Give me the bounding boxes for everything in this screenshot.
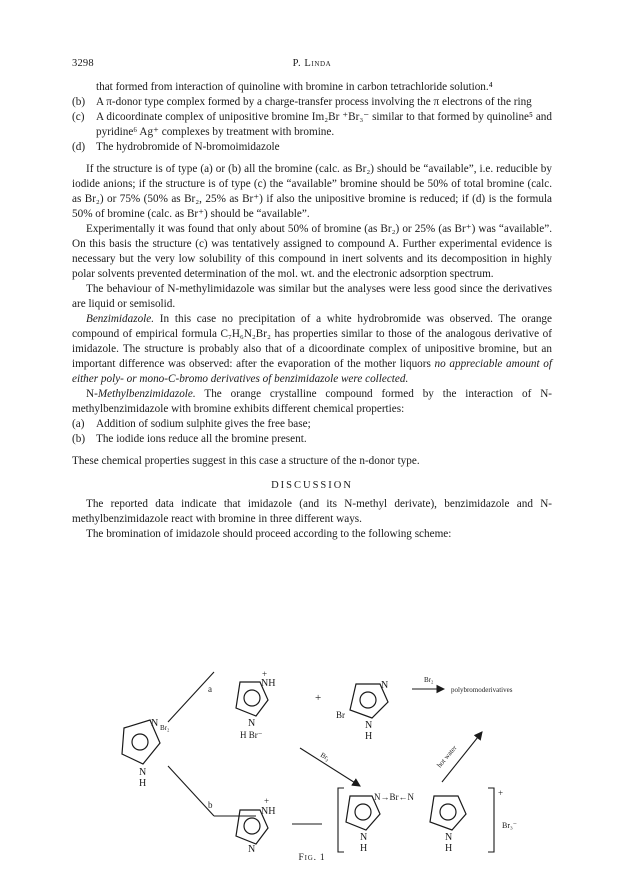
list-item-d: (d) The hydrobromide of N-bromoimidazole [72, 141, 280, 153]
paragraph: The reported data indicate that imidazole (and its N-methyl derivate), benzimidazole and N-methylbenzimidazole react with bromine in three different ways. [72, 498, 552, 525]
reagent-label: Br₂ [160, 724, 170, 732]
reaction-scheme-figure [110, 668, 530, 854]
list-item-b: (b) A π-donor type complex formed by a charge-transfer process involving the π electrons of the ring [72, 96, 532, 108]
running-head: P. Linda [292, 58, 332, 69]
atom-label: N [445, 832, 453, 843]
reaction-arrow [300, 748, 360, 786]
page-header [72, 58, 552, 74]
atom-label: N [360, 832, 368, 843]
body-text [72, 80, 552, 542]
atom-label: N [248, 844, 256, 854]
counter-ion-label: H Br⁻ [240, 730, 263, 740]
route-label: a [208, 684, 212, 694]
paragraph-methylbenzimidazole: N-Methylbenzimidazole. The orange crystalline compound formed by the interaction of N-methylbenzimidazole with bromine exhibits different chemical properties: [72, 388, 552, 415]
atom-label: N [365, 720, 373, 731]
list-item-a: (a) Addition of sodium sulphite gives the free base; [72, 418, 311, 430]
atom-label: NH [261, 806, 276, 817]
paragraph: Experimentally it was found that only about 50% of bromine (as Br₂) or 25% (as Br⁺) was “available”. On this basis the structure (c) was tentatively assigned to compound A. Further experimental evidence is necessary but the very low solubility of this compound in inert solvents and its decomposition in highly polar solvents prevented determination of the mol. wt. and the electronic adsorption spectrum. [72, 223, 552, 280]
structure-list-bottom [72, 417, 552, 447]
paragraph-benzimidazole: Benzimidazole. In this case no precipitation of a white hydrobromide was observed. The orange compound of empirical formula C₇H₆N₂Br₂ has properties similar to those of the analogous derivative of imidazole. The structure is probably also that of a dicoordinate complex of unipositive bromine, but an important difference was observed: after the evaporation of the mother liquors no appreciable amount of either poly- or mono-C-bromo derivatives of benzimidazole were collected. [72, 313, 552, 385]
reagent-label: hot water [435, 744, 459, 770]
atom-label: H [365, 731, 373, 742]
structure-list-top [72, 80, 552, 155]
atom-label: H [360, 843, 368, 854]
counter-ion-label: Br₃⁻ [502, 821, 518, 830]
figure-caption: Fig. 1 [298, 853, 326, 863]
list-item-c: (c) A dicoordinate complex of unipositive bromine Im₂Br ⁺Br₃⁻ similar to that formed by quinoline⁵ and pyridine⁶ Ag⁺ complexes by treatment with bromine. [72, 111, 552, 138]
bridge-label: N→Br←N [374, 792, 414, 802]
reagent-label: Br₂ [318, 750, 332, 763]
paragraph: If the structure is of type (a) or (b) all the bromine (calc. as Br₂) should be “available”, i.e. reducible by iodide anions; if the structure is of type (c) the “available” bromine should be 50% of total bromine (calc. as Br₂) or 75% (50% as Br₂, 25% as Br⁺) if also the unipositive bromine is reduced; if (d) is the formula 50% of bromine (calc. as Br⁺) should be “available”. [72, 163, 552, 220]
branch-line-a [168, 672, 214, 722]
list-item-continuation: that formed from interaction of quinoline with bromine in carbon tetrachloride solution.⁴ [96, 81, 493, 93]
paragraph: These chemical properties suggest in this case a structure of the n-donor type. [72, 455, 420, 467]
reagent-label: Br₂ [424, 676, 434, 684]
charge-plus: + [498, 788, 504, 798]
atom-label: H [445, 843, 453, 854]
section-heading: DISCUSSION [271, 480, 353, 491]
atom-label: NH [261, 678, 276, 689]
atom-label: H [139, 778, 147, 789]
product-label: polybromoderivatives [451, 686, 513, 694]
reaction-scheme [110, 668, 530, 854]
list-item-b: (b) The iodide ions reduce all the bromine present. [72, 433, 307, 445]
atom-label: N [139, 767, 147, 778]
charge-plus: + [262, 669, 268, 679]
bracket-left [338, 788, 344, 852]
paragraph: The bromination of imidazole should proceed according to the following scheme: [86, 528, 452, 540]
page-number: 3298 [72, 58, 94, 69]
emphasis: no appreciable amount of either poly- or mono-C-bromo derivatives of benzimidazole were collected. [72, 358, 552, 385]
plus-sign: + [315, 692, 322, 704]
section-title: Benzimidazole. [86, 313, 155, 325]
paragraph: The behaviour of N-methylimidazole was similar but the analyses were less good since the derivatives are liquid or semisolid. [72, 283, 552, 310]
charge-plus: + [264, 796, 270, 806]
bracket-right [488, 788, 494, 852]
atom-label: N [381, 680, 389, 691]
complex-ring-right [430, 796, 466, 830]
atom-label: N [248, 718, 256, 729]
route-label: b [208, 800, 213, 810]
atom-label: Br [336, 710, 345, 720]
atom-label: N [151, 718, 159, 729]
section-title: Methylbenzimidazole. [97, 388, 196, 400]
